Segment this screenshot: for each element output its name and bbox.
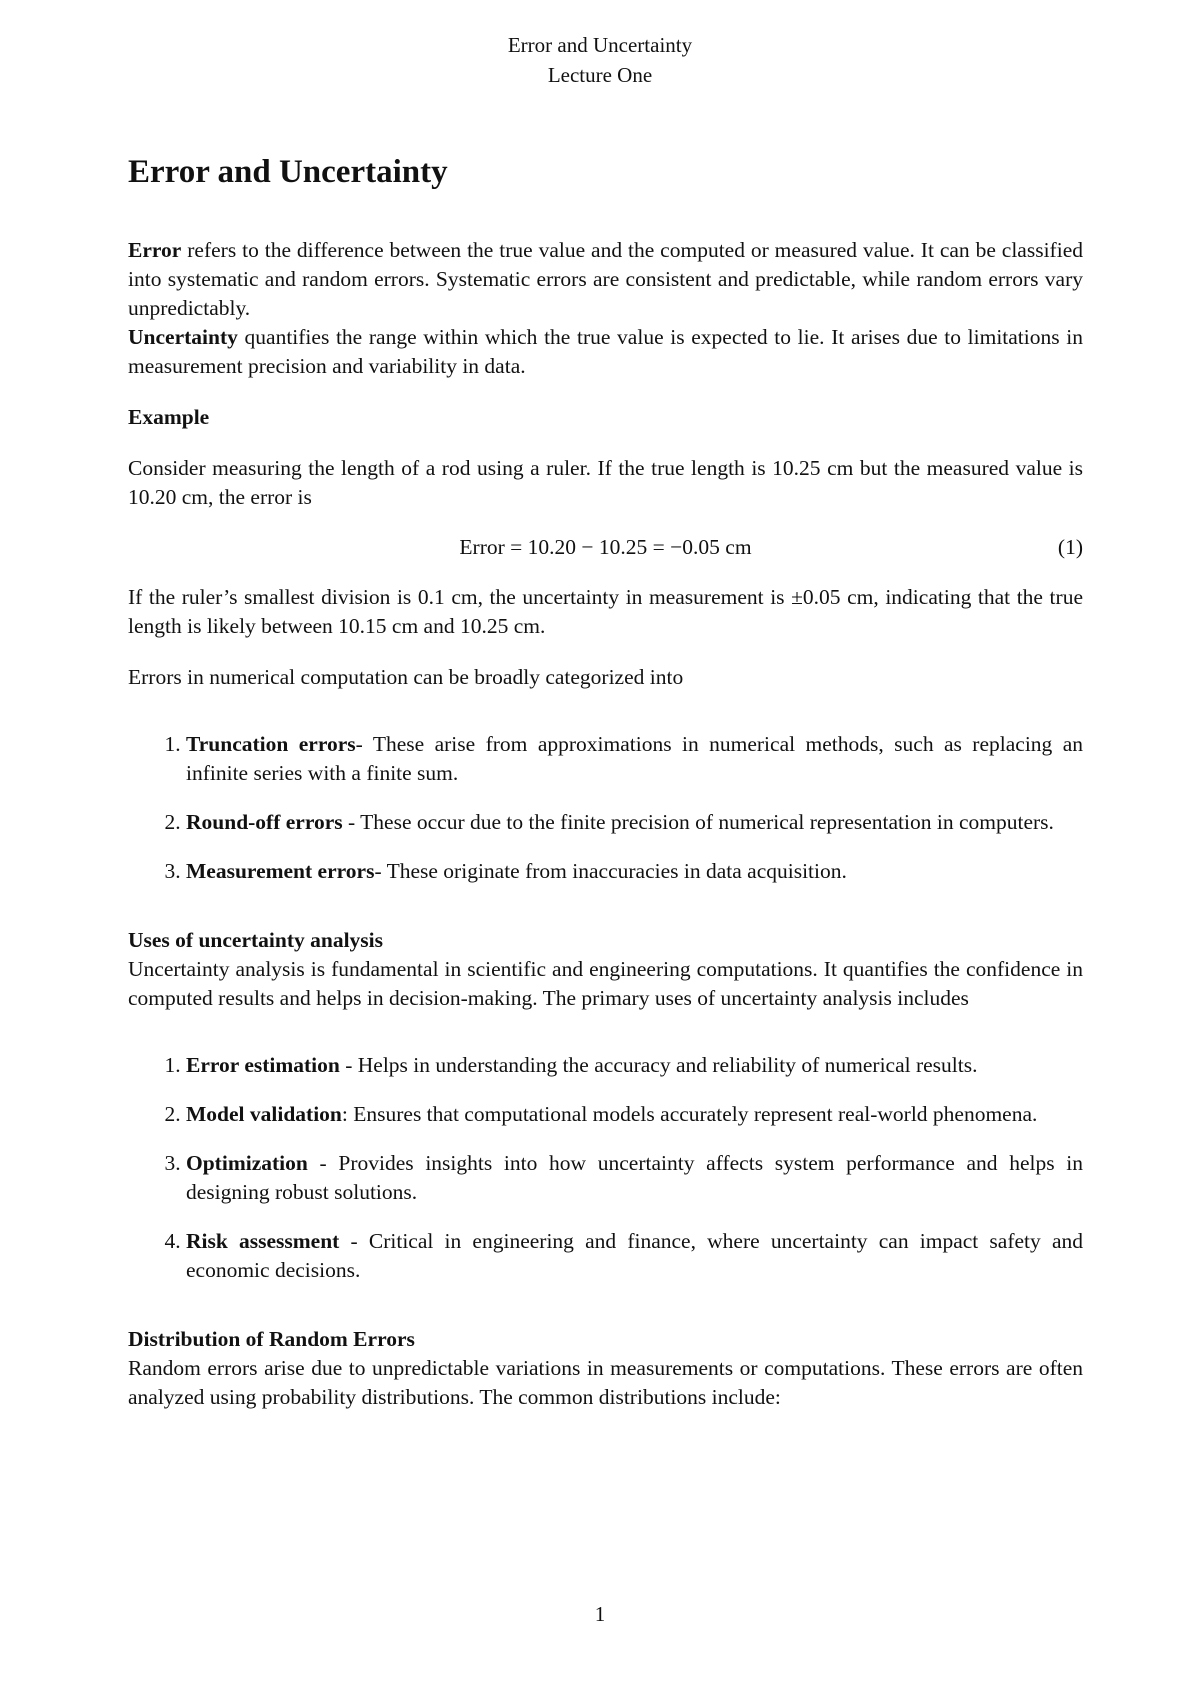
header-subtitle: Lecture One	[547, 63, 653, 87]
list-item	[186, 1100, 1083, 1129]
list-item	[186, 1227, 1083, 1285]
uncertainty-definition-text: quantifies the range within which the true value is expected to lie. It arises due to limitations in measurement precision and variability in data.	[128, 325, 1083, 378]
equation-row	[128, 533, 1083, 562]
list-item	[186, 808, 1083, 837]
list-item	[186, 1051, 1083, 1080]
distribution-heading: Distribution of Random Errors	[128, 1327, 415, 1351]
uncertainty-term: Uncertainty	[128, 325, 238, 349]
example-heading: Example	[128, 405, 210, 429]
uses-heading: Uses of uncertainty analysis	[128, 928, 384, 952]
uses-text: Uncertainty analysis is fundamental in scientific and engineering computations. It quantifies the confidence in computed results and helps in decision-making. The primary uses of uncertainty analysis includes	[128, 957, 1083, 1010]
list-item-term: Optimization	[186, 1151, 308, 1175]
error-definition-text: refers to the difference between the true value and the computed or measured value. It can be classified into systematic and random errors. Systematic errors are consistent and predictable, while random errors vary unpredictably.	[128, 238, 1083, 320]
list-item-term: Model validation	[186, 1102, 342, 1126]
error-definition	[128, 236, 1083, 323]
equation-number: (1)	[1057, 535, 1083, 559]
example-text-1: Consider measuring the length of a rod using a ruler. If the true length is 10.25 cm but the measured value is 10.20 cm, the error is	[128, 456, 1083, 509]
list-item-text: - Provides insights into how uncertainty affects system performance and helps in designing robust solutions.	[186, 1151, 1083, 1204]
list-item	[186, 857, 1083, 886]
list-item-term: Risk assessment	[186, 1229, 340, 1253]
list-item-text: : Ensures that computational models accurately represent real-world phenomena.	[341, 1102, 1038, 1126]
uncertainty-definition	[128, 323, 1083, 381]
distribution-text: Random errors arise due to unpredictable variations in measurements or computations. These errors are often analyzed using probability distributions. The common distributions include:	[128, 1356, 1083, 1409]
list-item-term: Round-off errors	[186, 810, 343, 834]
page-number: 1	[594, 1602, 606, 1626]
list-item-text: - Critical in engineering and finance, where uncertainty can impact safety and economic decisions.	[186, 1229, 1083, 1282]
list-item	[186, 1149, 1083, 1207]
list-item-text: - These arise from approximations in numerical methods, such as replacing an infinite series with a finite sum.	[186, 732, 1084, 785]
list-item-term: Error estimation	[186, 1053, 340, 1077]
error-term: Error	[128, 238, 182, 262]
list-item-text: - These occur due to the finite precision of numerical representation in computers.	[342, 810, 1054, 834]
list-item-term: Truncation errors	[186, 732, 356, 756]
list-item-text: - These originate from inaccuracies in data acquisition.	[374, 859, 847, 883]
uses-list	[128, 1051, 1083, 1285]
header-title: Error and Uncertainty	[507, 33, 693, 57]
equation: Error = 10.20 − 10.25 = −0.05 cm	[459, 535, 752, 559]
main-content	[128, 152, 1083, 1412]
list-item	[186, 730, 1083, 788]
list-item-term: Measurement errors	[186, 859, 375, 883]
example-text-2: If the ruler’s smallest division is 0.1 cm, the uncertainty in measurement is ±0.05 cm, indicating that the true length is likely between 10.15 cm and 10.25 cm.	[128, 585, 1083, 638]
running-header	[0, 30, 1200, 90]
error-types-list	[128, 730, 1083, 886]
errors-intro: Errors in numerical computation can be broadly categorized into	[128, 665, 684, 689]
section-title: Error and Uncertainty	[128, 154, 448, 190]
list-item-text: - Helps in understanding the accuracy and reliability of numerical results.	[339, 1053, 978, 1077]
